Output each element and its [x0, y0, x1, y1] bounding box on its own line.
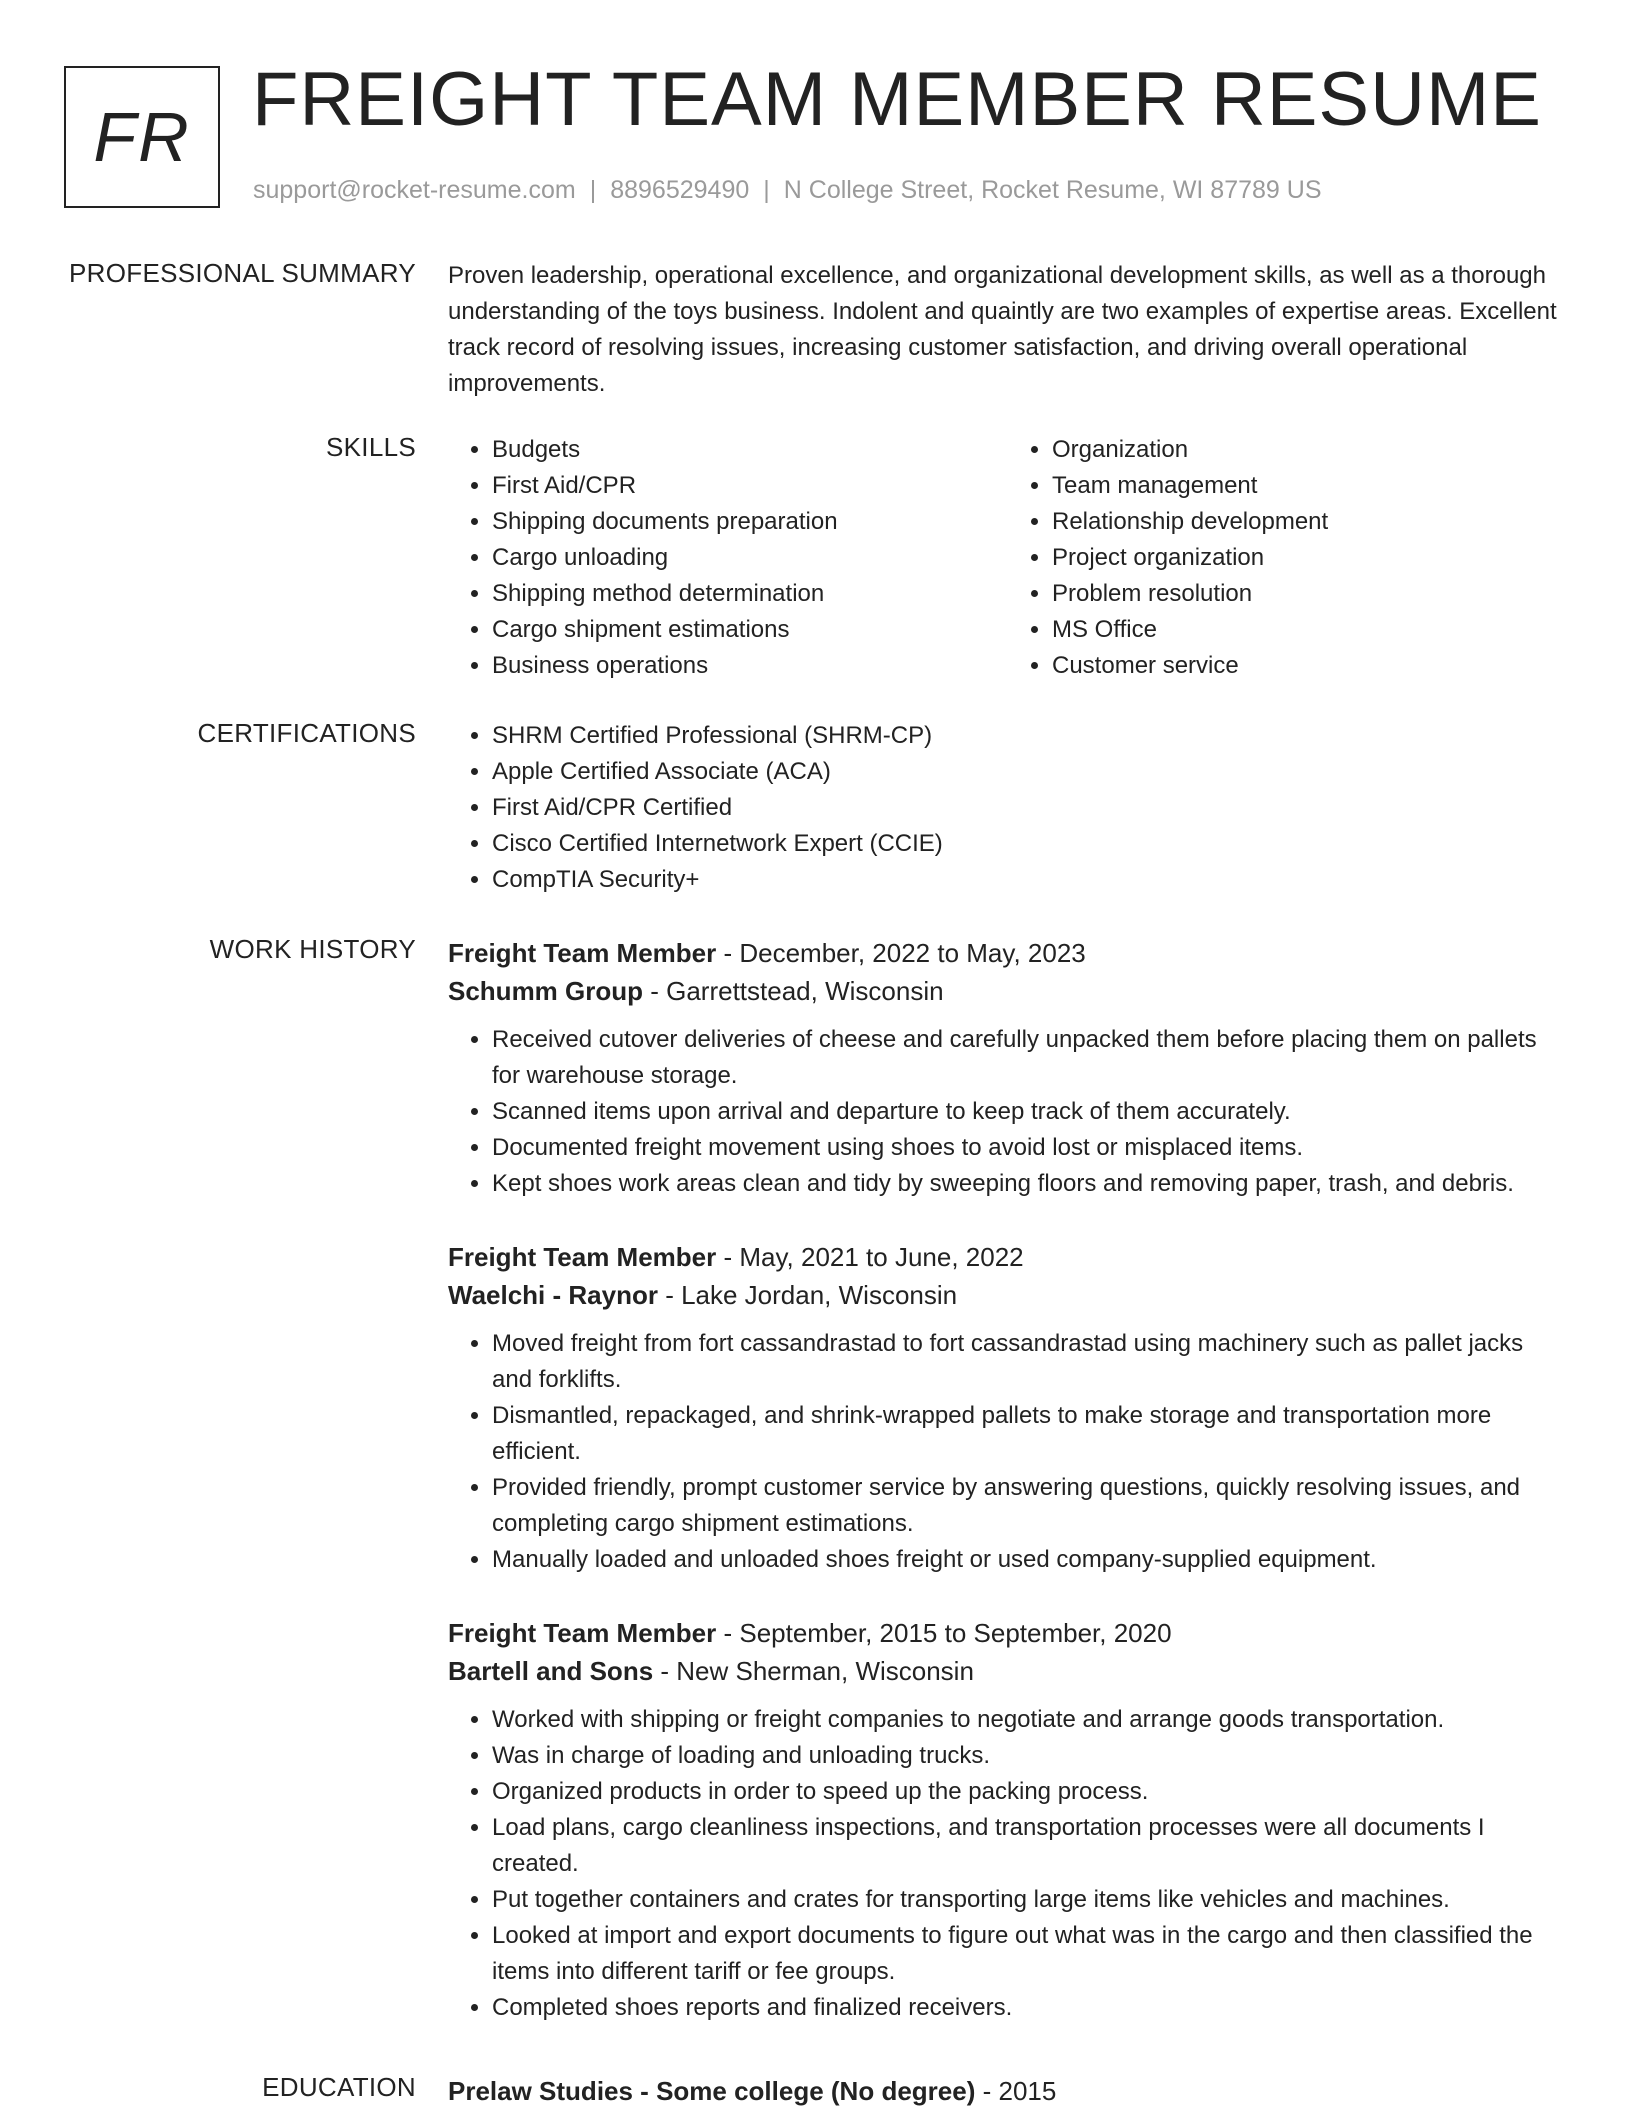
- certification-item: • Apple Certified Associate (ACA): [492, 754, 1568, 790]
- section-label-education: EDUCATION: [262, 2072, 416, 2102]
- job-location: New Sherman, Wisconsin: [676, 1656, 974, 1686]
- job-company-line: Schumm Group - Garrettstead, Wisconsin: [448, 976, 944, 1006]
- education-degree: Prelaw Studies - Some college (No degree): [448, 2076, 976, 2106]
- job-entry: [448, 1614, 1568, 2026]
- job-bullet: • Completed shoes reports and finalized receivers.: [492, 1990, 1568, 2026]
- certification-item: • Cisco Certified Internetwork Expert (CCIE): [492, 826, 1568, 862]
- job-company-line: Bartell and Sons - New Sherman, Wisconsin: [448, 1656, 974, 1686]
- skill-item: • Problem resolution: [1052, 576, 1568, 612]
- job-bullet: • Scanned items upon arrival and departure to keep track of them accurately.: [492, 1094, 1568, 1130]
- job-bullets: [448, 1702, 1568, 2026]
- job-company: Waelchi - Raynor: [448, 1280, 658, 1310]
- skill-item: • Project organization: [1052, 540, 1568, 576]
- certifications-content: [448, 718, 1568, 898]
- certification-item: • First Aid/CPR Certified: [492, 790, 1568, 826]
- job-bullets: [448, 1022, 1568, 1202]
- job-bullet: • Documented freight movement using shoes to avoid lost or misplaced items.: [492, 1130, 1568, 1166]
- job-title: Freight Team Member: [448, 1242, 717, 1272]
- job-dates: December, 2022 to May, 2023: [739, 938, 1086, 968]
- section-label-certifications: CERTIFICATIONS: [197, 718, 416, 748]
- skills-list-right: [1008, 432, 1568, 684]
- job-title-line: Freight Team Member - September, 2015 to September, 2020: [448, 1618, 1172, 1648]
- job-company: Schumm Group: [448, 976, 644, 1006]
- section-label-skills: SKILLS: [326, 432, 416, 462]
- education-line: Prelaw Studies - Some college (No degree) - 2015: [448, 2076, 1057, 2106]
- job-company: Bartell and Sons: [448, 1656, 654, 1686]
- monogram-box: FR: [64, 66, 220, 208]
- job-bullet: • Organized products in order to speed up the packing process.: [492, 1774, 1568, 1810]
- skills-content: [448, 432, 1568, 684]
- section-label-summary: PROFESSIONAL SUMMARY: [69, 258, 416, 288]
- section-label-work-history: WORK HISTORY: [209, 934, 416, 964]
- skill-item: • Shipping method determination: [492, 576, 1008, 612]
- job-bullet: • Load plans, cargo cleanliness inspections, and transportation processes were all documents I created.: [492, 1810, 1568, 1882]
- job-title-line: Freight Team Member - May, 2021 to June, 2022: [448, 1242, 1024, 1272]
- skill-item: • Relationship development: [1052, 504, 1568, 540]
- skill-item: • Cargo shipment estimations: [492, 612, 1008, 648]
- certifications-list: [448, 718, 1568, 898]
- job-entry: [448, 934, 1568, 1202]
- education-year: 2015: [998, 2076, 1057, 2106]
- job-bullet: • Provided friendly, prompt customer service by answering questions, quickly resolving issues, and completing cargo shipment estimations.: [492, 1470, 1568, 1542]
- skills-columns: [448, 432, 1568, 684]
- job-location: Lake Jordan, Wisconsin: [681, 1280, 958, 1310]
- skill-item: • Organization: [1052, 432, 1568, 468]
- job-bullet: • Kept shoes work areas clean and tidy by sweeping floors and removing paper, trash, and debris.: [492, 1166, 1568, 1202]
- page-title: FREIGHT TEAM MEMBER RESUME: [252, 57, 1542, 142]
- contact-separator: |: [763, 176, 770, 204]
- job-bullet: • Moved freight from fort cassandrastad to fort cassandrastad using machinery such as pallet jacks and forklifts.: [492, 1326, 1568, 1398]
- contact-separator: |: [589, 176, 597, 204]
- contact-phone: 8896529490: [610, 176, 750, 204]
- job-bullet: • Was in charge of loading and unloading trucks.: [492, 1738, 1568, 1774]
- skill-item: • Cargo unloading: [492, 540, 1008, 576]
- contact-address: N College Street, Rocket Resume, WI 87789 US: [783, 176, 1322, 204]
- job-bullet: • Put together containers and crates for transporting large items like vehicles and machines.: [492, 1882, 1568, 1918]
- skill-item: • MS Office: [1052, 612, 1568, 648]
- summary-content: [448, 258, 1568, 402]
- skill-item: • Shipping documents preparation: [492, 504, 1008, 540]
- certification-item: • CompTIA Security+: [492, 862, 1568, 898]
- skill-item: • Team management: [1052, 468, 1568, 504]
- job-bullet: • Worked with shipping or freight companies to negotiate and arrange goods transportation.: [492, 1702, 1568, 1738]
- job-location: Garrettstead, Wisconsin: [666, 976, 944, 1006]
- skills-list-left: [448, 432, 1008, 684]
- work-history-content: [448, 934, 1568, 2062]
- certification-item: • SHRM Certified Professional (SHRM-CP): [492, 718, 1568, 754]
- summary-text: Proven leadership, operational excellence, and organizational development skills, as well as a thorough understanding of the toys business. Indolent and quaintly are two examples of expertise areas. Excellent track record of resolving issues, increasing customer satisfaction, and driving overall operational improvements.: [448, 262, 1557, 397]
- job-bullet: • Manually loaded and unloaded shoes freight or used company-supplied equipment.: [492, 1542, 1568, 1578]
- job-entry: [448, 1238, 1568, 1578]
- job-bullet: • Received cutover deliveries of cheese and carefully unpacked them before placing them on pallets for warehouse storage.: [492, 1022, 1568, 1094]
- job-company-line: Waelchi - Raynor - Lake Jordan, Wisconsin: [448, 1280, 958, 1310]
- skill-item: • First Aid/CPR: [492, 468, 1008, 504]
- education-content: [448, 2072, 1568, 2110]
- skill-item: • Business operations: [492, 648, 1008, 684]
- job-bullet: • Dismantled, repackaged, and shrink-wrapped pallets to make storage and transportation more efficient.: [492, 1398, 1568, 1470]
- job-title: Freight Team Member: [448, 1618, 717, 1648]
- contact-line: [253, 176, 1322, 205]
- skill-item: • Budgets: [492, 432, 1008, 468]
- job-dates: September, 2015 to September, 2020: [739, 1618, 1172, 1648]
- job-bullet: • Looked at import and export documents to figure out what was in the cargo and then classified the items into different tariff or fee groups.: [492, 1918, 1568, 1990]
- job-bullets: [448, 1326, 1568, 1578]
- skill-item: • Customer service: [1052, 648, 1568, 684]
- job-title: Freight Team Member: [448, 938, 717, 968]
- job-dates: May, 2021 to June, 2022: [739, 1242, 1024, 1272]
- job-title-line: Freight Team Member - December, 2022 to May, 2023: [448, 938, 1086, 968]
- contact-email: support@rocket-resume.com: [253, 176, 576, 204]
